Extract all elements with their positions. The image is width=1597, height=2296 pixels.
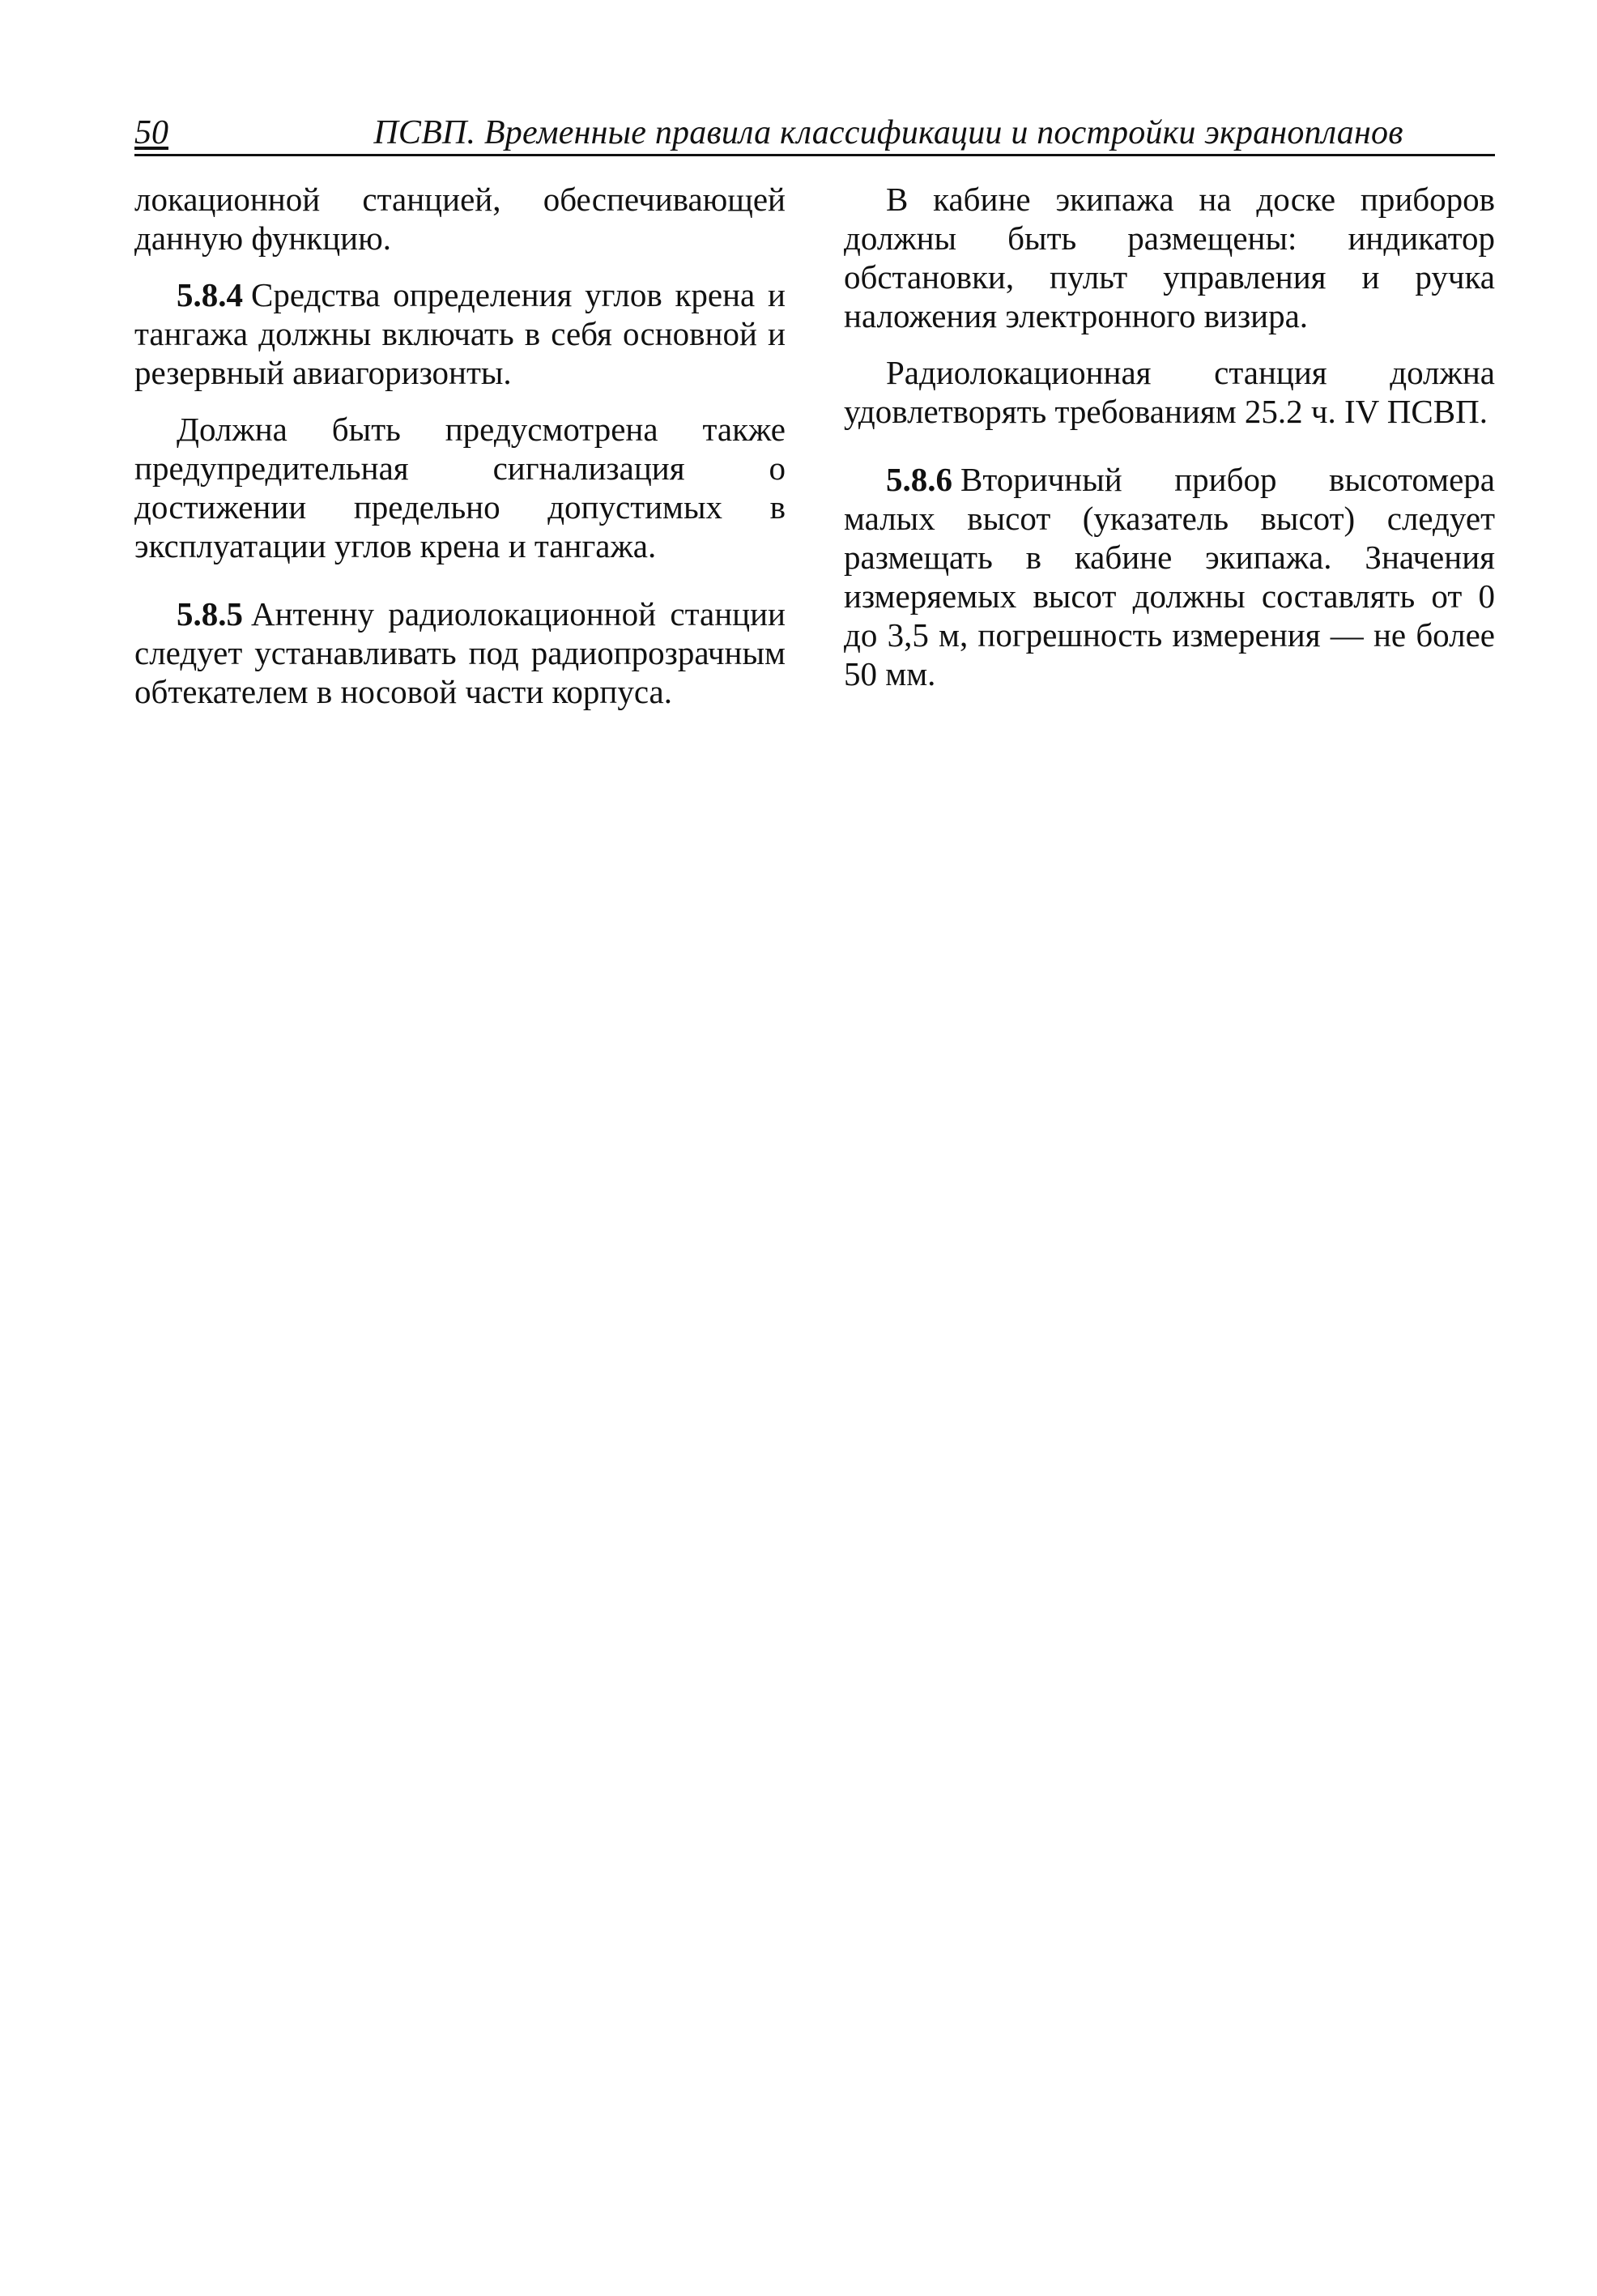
header-divider [134,154,1495,156]
paragraph-5-8-6-text: Вторичный прибор высотомера малых высот (указатель высот) следует размещать в кабине экипажа. Значения измеряемых высот должны составлять от 0 до 3,5 м, погрешность измерения — не более 50 мм. [844,461,1495,692]
section-number-5-8-4: 5.8.4 [177,276,243,313]
paragraph-5-8-6 [844,460,1495,693]
paragraph-5-8-4 [134,275,786,392]
header-title: ПСВП. Временные правила классификации и постройки экранопланов [373,114,1403,151]
left-column [134,180,786,729]
section-number-5-8-5: 5.8.5 [177,595,243,633]
paragraph-5-8-5-text: Антенну радиолокационной станции следует устанавливать под радиопрозрачным обтекателем в носовой части корпуса. [134,595,786,710]
paragraph-continuation: локационной станцией, обеспечивающей данную функцию. [134,181,786,257]
paragraph-cabin-instruments: В кабине экипажа на доске приборов должны быть размещены: индикатор обстановки, пульт управления и ручка наложения электронного визира. [844,181,1495,334]
paragraph-radar-requirements: Радиолокационная станция должна удовлетворять требованиям 25.2 ч. IV ПСВП. [844,354,1495,430]
paragraph-5-8-5 [134,594,786,711]
right-column [844,180,1495,711]
page-number: 50 [134,114,168,151]
running-header [134,112,1495,154]
paragraph-5-8-4-text: Средства определения углов крена и тангажа должны включать в себя основной и резервный авиагоризонты. [134,276,786,391]
paragraph-warning-signal: Должна быть предусмотрена также предупредительная сигнализация о достижении предельно допустимых в эксплуатации углов крена и тангажа. [134,411,786,564]
section-number-5-8-6: 5.8.6 [886,461,952,498]
